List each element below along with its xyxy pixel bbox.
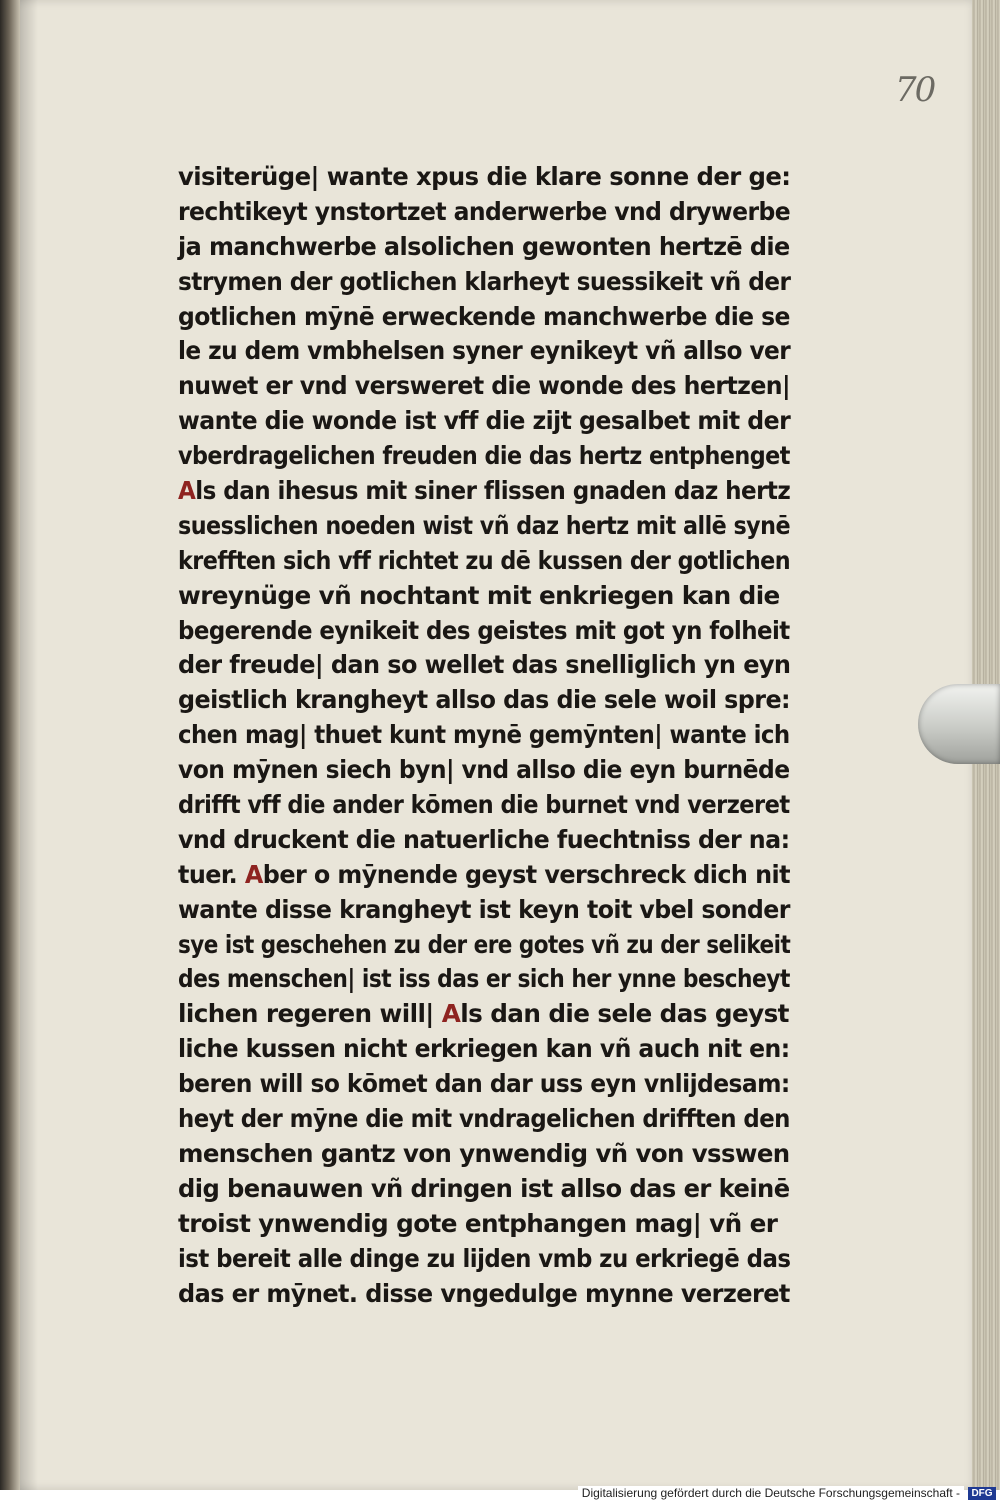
line-text: drifft vff die ander kōmen die burnet vnd verzeret [178, 790, 790, 820]
text-line [178, 579, 790, 614]
line-text: ber o mȳnende geyst verschreck dich nit [262, 859, 790, 889]
text-line [178, 369, 791, 404]
line-text: vnd druckent die natuerliche fuechtniss der na: [178, 824, 790, 854]
text-line [178, 404, 791, 439]
line-text: von mȳnen siech byn| vnd allso die eyn burnēde [178, 755, 790, 785]
text-line [178, 928, 791, 963]
line-text: wante die wonde ist vff die zijt gesalbet mit der [178, 406, 791, 436]
text-line [178, 195, 791, 230]
line-text: visiterüge| wante xpus die klare sonne der ge: [178, 162, 791, 191]
text-line [178, 1172, 790, 1207]
line-text: vberdragelichen freuden die das hertz entphenget [178, 441, 790, 471]
text-line [178, 1137, 790, 1172]
text-line [178, 648, 791, 683]
line-text: ja manchwerbe alsolichen gewonten hertzē die [178, 231, 790, 261]
rubricated-initial: A [441, 999, 461, 1029]
text-line [178, 823, 790, 858]
text-line [178, 509, 791, 544]
line-text: nuwet er vnd versweret die wonde des hertzen| [178, 371, 791, 401]
line-text: suesslichen noeden wist vñ daz hertz mit allē synē [178, 510, 791, 540]
line-text: beren will so kōmet dan dar uss eyn vnlijdesam: [178, 1069, 790, 1099]
bookmark-clip [918, 684, 1000, 764]
rubricated-initial: A [244, 859, 263, 889]
line-text: wante disse krangheyt ist keyn toit vbel sonder [178, 894, 790, 924]
text-line [178, 614, 790, 649]
line-text: chen mag| thuet kunt mynē gemȳnten| wante ich [178, 720, 790, 750]
text-line [178, 1277, 790, 1312]
text-line [178, 683, 791, 718]
line-text: dig benauwen vñ dringen ist allso das er keinē [178, 1173, 790, 1203]
line-text: heyt der mȳne die mit vndragelichen drifften den [178, 1104, 790, 1134]
funding-credit: Digitalisierung gefördert durch die Deutsche Forschungsgemeinschaft - [578, 1486, 964, 1501]
text-line [178, 858, 790, 893]
text-line [178, 1242, 791, 1277]
text-line [178, 300, 790, 335]
text-line [178, 1032, 790, 1067]
line-text: strymen der gotlichen klarheyt suessikeit vñ der [178, 266, 791, 296]
page-gutter-shadow [20, 0, 38, 1490]
text-line [178, 160, 791, 195]
text-line [178, 230, 790, 265]
line-text: ls dan ihesus mit siner flissen gnaden daz hertz [195, 476, 791, 506]
text-line [178, 1207, 790, 1242]
folio-number: 70 [895, 70, 935, 110]
text-line [178, 893, 790, 928]
left-binding-edge [0, 0, 22, 1501]
line-text: begerende eynikeit des geistes mit got yn folheit [178, 615, 790, 645]
line-text: troist ynwendig gote entphangen mag| vñ er [178, 1208, 778, 1238]
line-text: tuer. [178, 859, 245, 889]
text-line [178, 265, 791, 300]
line-text: geistlich krangheyt allso das die sele woil spre: [178, 685, 791, 715]
rubricated-initial: A [178, 476, 196, 506]
text-line [178, 439, 790, 474]
line-text: le zu dem vmbhelsen syner eynikeyt vñ allso ver [178, 336, 791, 366]
text-line [178, 1102, 790, 1137]
dfg-logo: DFG [968, 1487, 996, 1500]
text-line [178, 997, 790, 1032]
line-text: ist bereit alle dinge zu lijden vmb zu erkriegē das [178, 1243, 791, 1273]
line-text: das er mȳnet. disse vngedulge mynne verzeret [178, 1278, 790, 1308]
line-text: sye ist geschehen zu der ere gotes vñ zu der selikeit [178, 929, 791, 959]
line-text: rechtikeyt ynstortzet anderwerbe vnd drywerbe [178, 196, 791, 226]
line-text: wreynüge vñ nochtant mit enkriegen kan die [178, 580, 780, 610]
text-line [178, 753, 790, 788]
line-text: der freude| dan so wellet das snelliglich yn eyn [178, 650, 791, 680]
text-block [178, 160, 798, 1311]
text-line [178, 788, 790, 823]
line-text: gotlichen mȳnē erweckende manchwerbe die se [178, 301, 790, 331]
text-line [178, 544, 791, 579]
line-text: lichen regeren will| [178, 999, 442, 1029]
text-line [178, 1067, 790, 1102]
text-line [178, 474, 791, 509]
text-line [178, 718, 790, 753]
line-text: des menschen| ist iss das er sich her ynne bescheyt [178, 964, 790, 994]
line-text: menschen gantz von ynwendig vñ von vsswen [178, 1138, 790, 1168]
line-text: ls dan die sele das geyst [460, 999, 789, 1029]
line-text: krefften sich vff richtet zu dē kussen der gotlichen [178, 545, 791, 575]
text-line [178, 334, 791, 369]
line-text: liche kussen nicht erkriegen kan vñ auch nit en: [178, 1034, 790, 1064]
text-line [178, 962, 790, 997]
